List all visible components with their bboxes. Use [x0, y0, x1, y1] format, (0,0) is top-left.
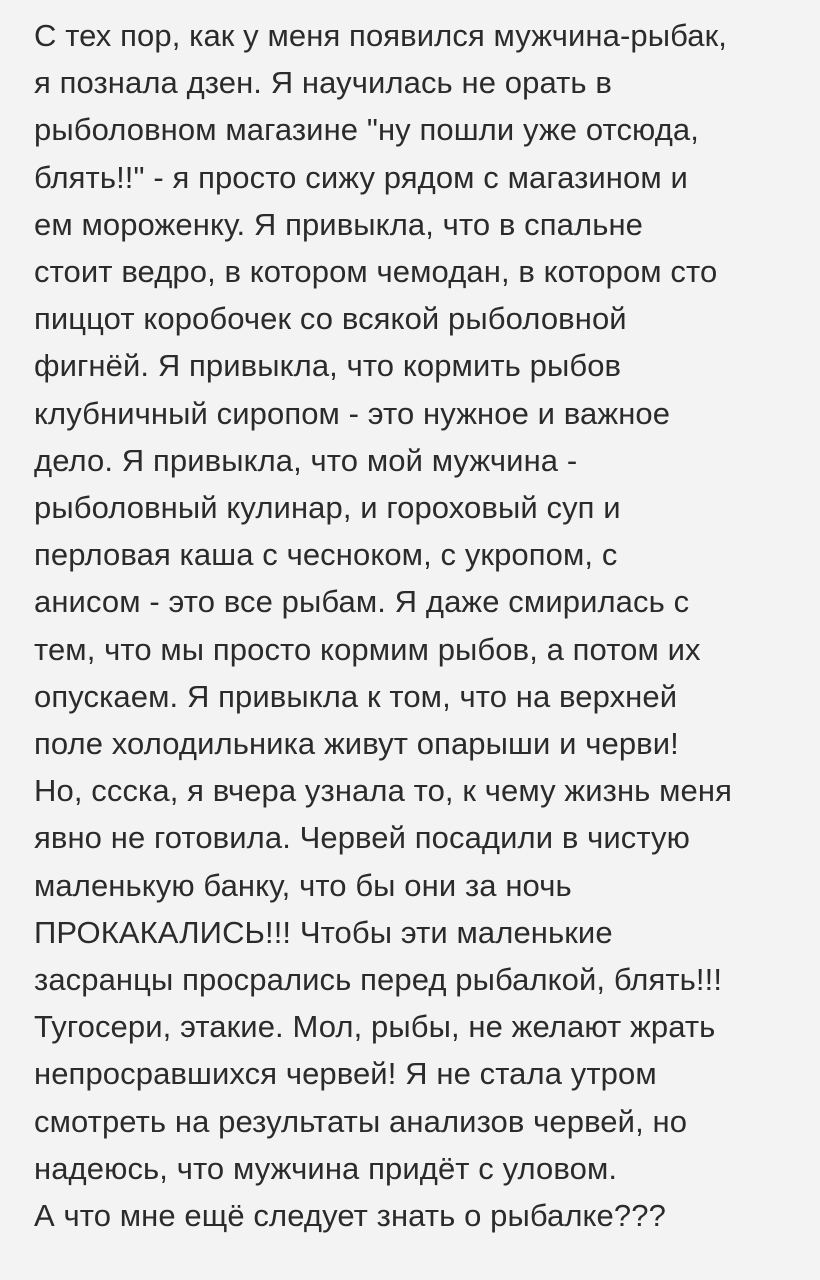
- text-line: непросравшихся червей! Я не стала утром: [34, 1056, 657, 1092]
- text-line: поле холодильника живут опарыши и черви!: [34, 726, 679, 762]
- text-line: Но, ссска, я вчера узнала то, к чему жизнь меня: [34, 773, 733, 809]
- text-line: фигнёй. Я привыкла, что кормить рыбов: [34, 348, 622, 384]
- text-line: блять!!" - я просто сижу рядом с магазином и: [34, 159, 688, 195]
- text-line: опускаем. Я привыкла к том, что на верхней: [34, 678, 678, 714]
- text-line: перловая каша с чесноком, с укропом, с: [34, 537, 618, 573]
- text-line: явно не готовила. Червей посадили в чистую: [34, 820, 690, 856]
- text-line: рыболовном магазине "ну пошли уже отсюда,: [34, 112, 699, 148]
- text-line: засранцы просрались перед рыбалкой, блять!!!: [34, 962, 723, 998]
- text-line: анисом - это все рыбам. Я даже смирилась с: [34, 584, 690, 620]
- text-line: ем мороженку. Я привыкла, что в спальне: [34, 206, 644, 242]
- text-line: пиццот коробочек со всякой рыболовной: [34, 301, 627, 337]
- text-line: клубничный сиропом - это нужное и важное: [34, 395, 671, 431]
- text-line: я познала дзен. Я научилась не орать в: [34, 65, 612, 101]
- text-line: надеюсь, что мужчина придёт с уловом.: [34, 1150, 618, 1186]
- text-line: рыболовный кулинар, и гороховый суп и: [34, 490, 621, 526]
- text-line: стоит ведро, в котором чемодан, в котором сто: [34, 254, 718, 290]
- post-text: [34, 12, 800, 1239]
- text-line: Тугосери, этакие. Мол, рыбы, не желают жрать: [34, 1009, 716, 1045]
- text-line: тем, что мы просто кормим рыбов, а потом их: [34, 631, 701, 667]
- text-line: С тех пор, как у меня появился мужчина-рыбак,: [34, 18, 727, 53]
- text-line: дело. Я привыкла, что мой мужчина -: [34, 442, 578, 478]
- text-line: смотреть на результаты анализов червей, но: [34, 1103, 688, 1139]
- text-line: А что мне ещё следует знать о рыбалке???: [34, 1198, 666, 1234]
- text-line: маленькую банку, что бы они за ночь: [34, 867, 572, 903]
- text-line: ПРОКАКАЛИСЬ!!! Чтобы эти маленькие: [34, 914, 613, 950]
